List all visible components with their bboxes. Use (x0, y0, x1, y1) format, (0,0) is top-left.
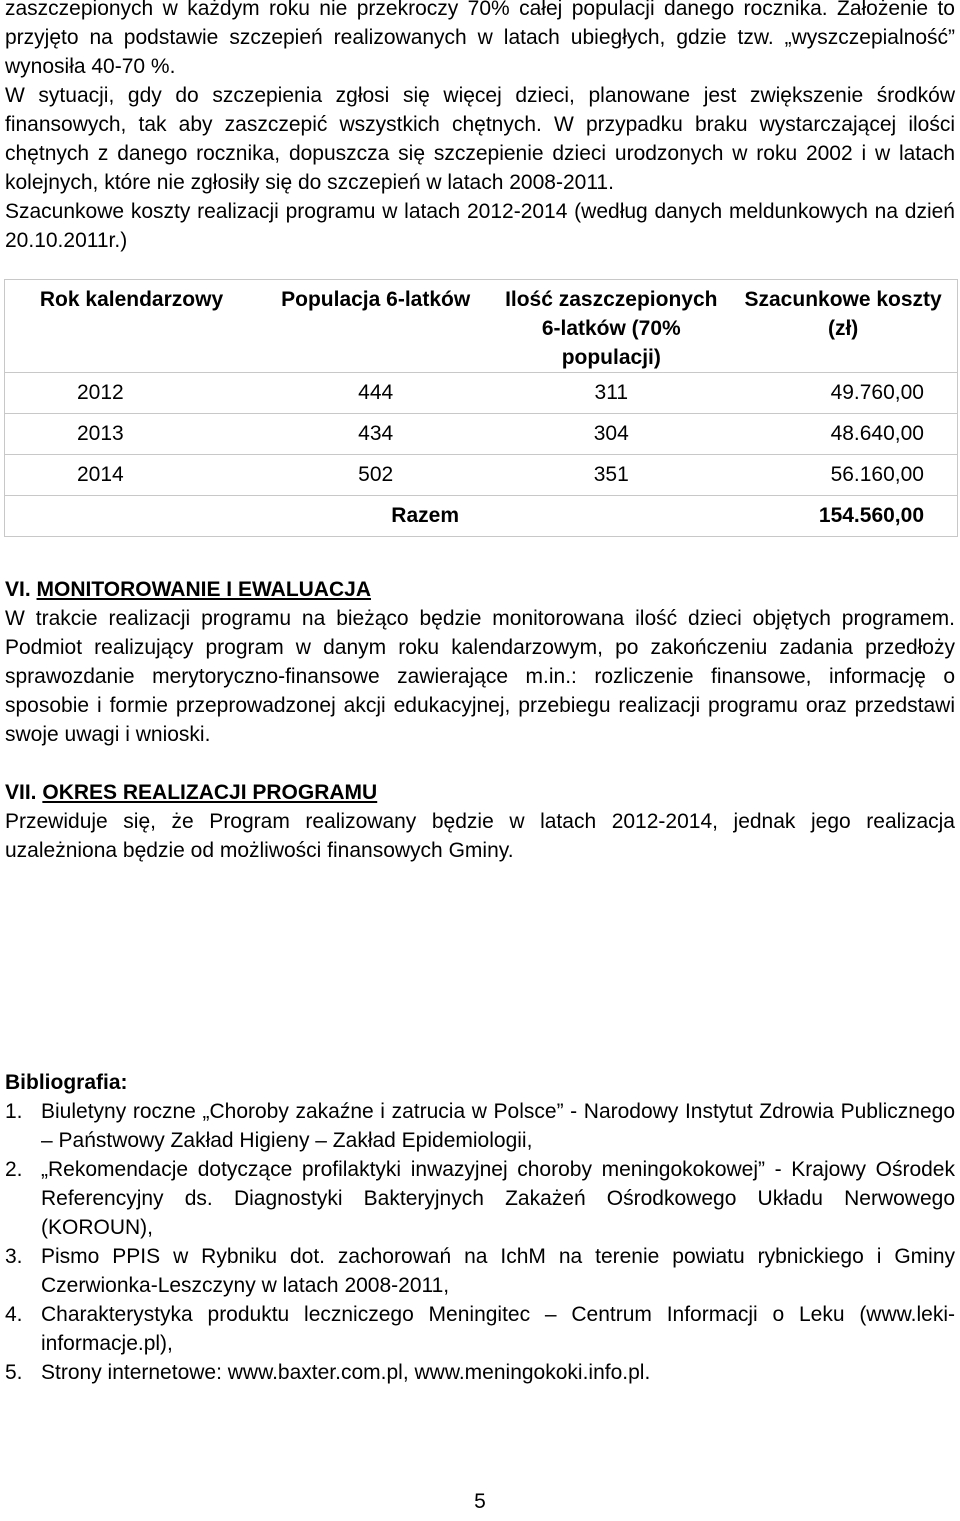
section-6-text: W trakcie realizacji programu na bieżąco będzie monitorowana ilość dzieci objętych programem. Podmiot realizujący program w danym roku kalendarzowym, po zakończeniu zadania przedłoży sprawozdanie merytoryczno-finansowe zawierające m.in.: rozliczenie finansowe, informację o sposobie i formie przeprowadzonej akcji edukacyjnej, przebiegu realizacji programu oraz przedstawi swoje uwagi i wnioski. (5, 607, 955, 746)
section-7-title: OKRES REALIZACJI PROGRAMU (42, 781, 378, 804)
page-number: 5 (474, 1490, 486, 1513)
section-7-heading (5, 778, 955, 807)
section-6-heading (5, 575, 955, 604)
header-population: Populacja 6-latków (258, 280, 493, 373)
cell-cost: 48.640,00 (729, 414, 957, 455)
cell-population: 444 (258, 373, 493, 414)
intro-paragraph-1: zaszczepionych w każdym roku nie przekroczy 70% całej populacji danego rocznika. Założenie to przyjęto na podstawie szczepień realizowanych w latach ubiegłych, gdzie tzw. „wyszczepialność” wynosiła 40-70 %. (5, 0, 955, 78)
list-item: 5. Strony internetowe: www.baxter.com.pl, www.meningokoki.info.pl. (5, 1361, 651, 1384)
list-item: 1. Biuletyny roczne „Choroby zakaźne i zatrucia w Polsce” - Narodowy Instytut Zdrowia Publicznego – Państwowy Zakład Higieny – Zakład Epidemiologii, (5, 1100, 955, 1152)
table-row (5, 373, 958, 414)
cell-population: 502 (258, 455, 493, 496)
cell-vaccinated: 311 (493, 373, 729, 414)
section-6-number: VI. (5, 578, 31, 601)
cell-vaccinated: 304 (493, 414, 729, 455)
costs-table (4, 279, 958, 537)
cell-cost: 56.160,00 (729, 455, 957, 496)
header-year: Rok kalendarzowy (5, 280, 259, 373)
intro-paragraph-2: W sytuacji, gdy do szczepienia zgłosi się więcej dzieci, planowane jest zwiększenie środków finansowych, tak aby zaszczepić wszystkich chętnych. W przypadku braku wystarczającej ilości chętnych z danego rocznika, dopuszcza się szczepienie dzieci urodzonych w roku 2002 i w latach kolejnych, które nie zgłosiły się do szczepień w latach 2008-2011. (5, 84, 955, 194)
cell-vaccinated: 351 (493, 455, 729, 496)
list-item: 4. Charakterystyka produktu leczniczego Meningitec – Centrum Informacji o Leku (www.leki-informacje.pl), (5, 1303, 955, 1355)
total-label: Razem (493, 496, 729, 537)
cell-year: 2014 (5, 455, 259, 496)
table-row (5, 455, 958, 496)
list-item: 3. Pismo PPIS w Rybniku dot. zachorowań na IchM na terenie powiatu rybnickiego i Gminy Czerwionka-Leszczyny w latach 2008-2011, (5, 1245, 955, 1297)
section-6-title: MONITOROWANIE I EWALUACJA (36, 578, 371, 601)
header-vaccinated: Ilość zaszczepionych 6-latków (70% populacji) (493, 280, 729, 373)
intro-paragraph-3: Szacunkowe koszty realizacji programu w latach 2012-2014 (według danych meldunkowych na dzień 20.10.2011r.) (5, 200, 955, 252)
table-total-row (5, 496, 958, 537)
total-value: 154.560,00 (729, 496, 957, 537)
document-page (5, 0, 955, 1387)
list-item: 2. „Rekomendacje dotyczące profilaktyki inwazyjnej choroby meningokokowej” - Krajowy Ośrodek Referencyjny ds. Diagnostyki Bakteryjnych Zakażeń Ośrodkowego Układu Nerwowego (KOROUN), (5, 1158, 955, 1239)
section-7-number: VII. (5, 781, 37, 804)
cell-year: 2012 (5, 373, 259, 414)
cell-population: 434 (258, 414, 493, 455)
cell-cost: 49.760,00 (729, 373, 957, 414)
section-7-text: Przewiduje się, że Program realizowany będzie w latach 2012-2014, jednak jego realizacja uzależniona będzie od możliwości finansowych Gminy. (5, 810, 955, 862)
bibliography-heading: Bibliografia: (5, 1071, 128, 1094)
table-row (5, 414, 958, 455)
header-cost: Szacunkowe koszty (zł) (729, 280, 957, 373)
bibliography-list (5, 1097, 955, 1387)
table-header-row (5, 280, 958, 373)
cell-year: 2013 (5, 414, 259, 455)
